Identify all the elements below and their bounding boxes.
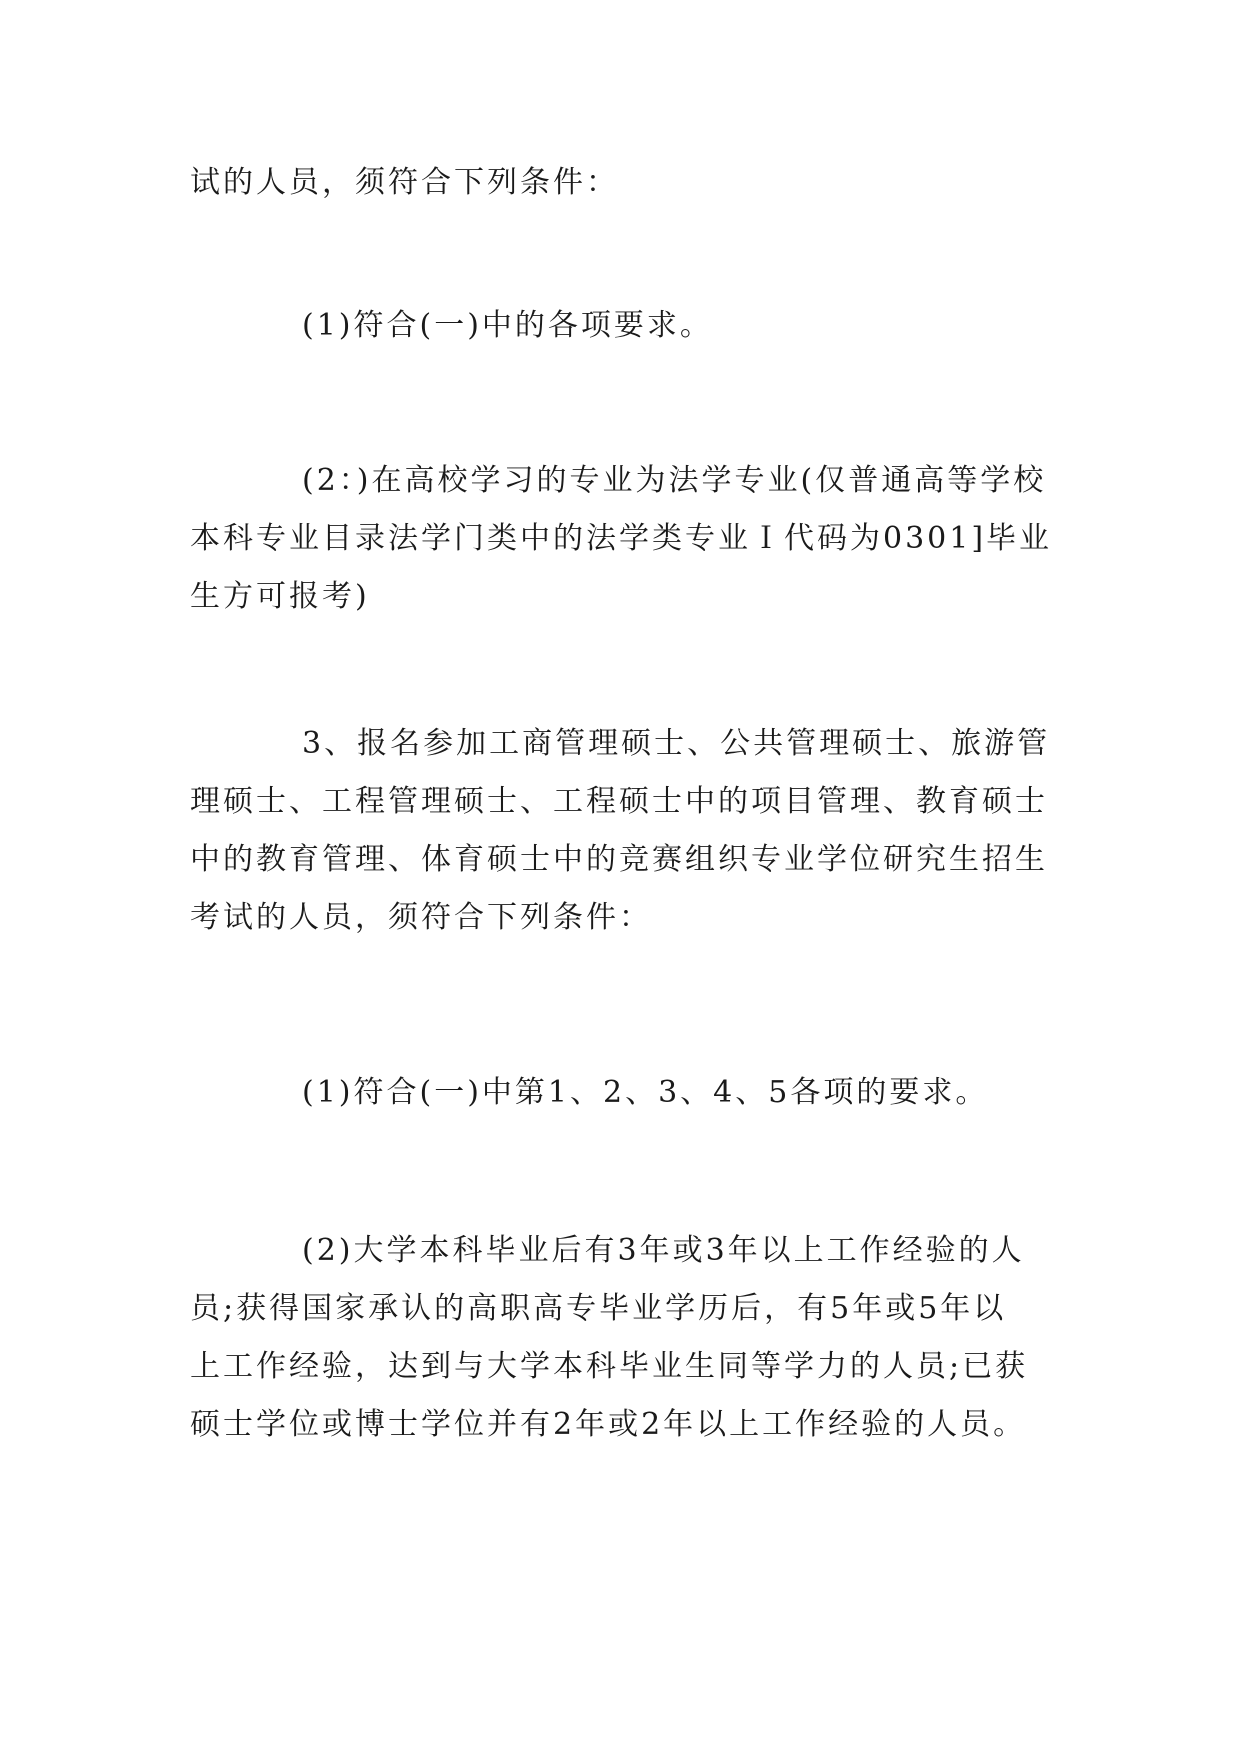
text-line: 中的教育管理、体育硕士中的竞赛组织专业学位研究生招生 — [190, 842, 1048, 877]
text-line: (2)大学本科毕业后有3年或3年以上工作经验的人 — [302, 1233, 1025, 1268]
paragraph-section-3-item-1 — [190, 1064, 1060, 1122]
text-line: 试的人员，须符合下列条件： — [190, 165, 619, 200]
paragraph-item-1 — [190, 297, 1060, 355]
paragraph-conditions-tail — [190, 154, 1060, 212]
text-line: (2：)在高校学习的专业为法学专业(仅普通高等学校 — [302, 463, 1047, 498]
text-line: 3、报名参加工商管理硕士、公共管理硕士、旅游管 — [302, 726, 1051, 761]
text-line: 上工作经验，达到与大学本科毕业生同等学力的人员;已获 — [190, 1349, 1029, 1384]
text-line: 硕士学位或博士学位并有2年或2年以上工作经验的人员。 — [190, 1407, 1027, 1442]
text-line: (1)符合(一)中第1、2、3、4、5各项的要求。 — [302, 1075, 989, 1110]
text-line: (1)符合(一)中的各项要求。 — [302, 308, 713, 343]
text-line: 考试的人员，须符合下列条件： — [190, 900, 652, 935]
paragraph-section-3-item-2 — [190, 1222, 1060, 1454]
text-line: 员;获得国家承认的高职高专毕业学历后，有5年或5年以 — [190, 1291, 1007, 1326]
paragraph-item-2-law — [190, 452, 1060, 626]
text-line: 理硕士、工程管理硕士、工程硕士中的项目管理、教育硕士 — [190, 784, 1048, 819]
text-line: 本科专业目录法学门类中的法学类专业Ｉ代码为0301]毕业 — [190, 521, 1053, 556]
text-line: 生方可报考) — [190, 579, 370, 614]
paragraph-section-3 — [190, 715, 1060, 947]
